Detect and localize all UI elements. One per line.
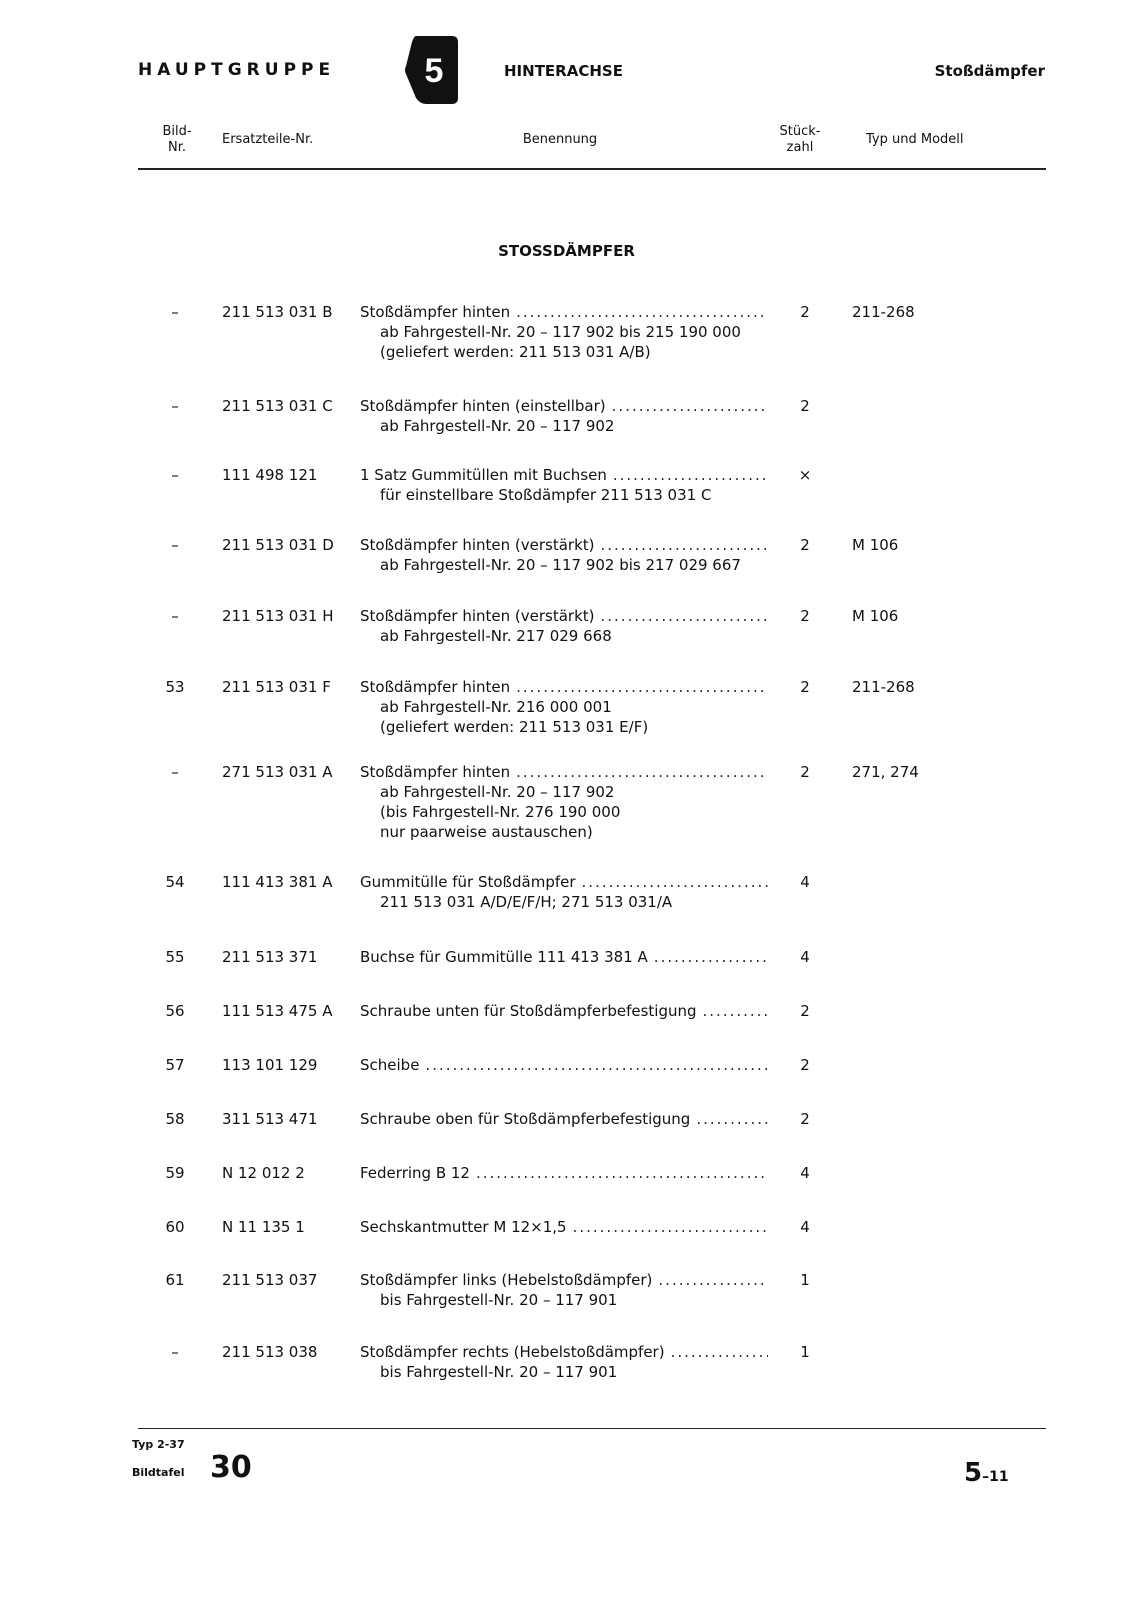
bild-nr: 61 [165,1271,185,1289]
footer-bildtafel-number: 30 [210,1450,252,1485]
dot-leader [425,1055,768,1075]
part-description [360,465,768,505]
col-header-bild-line1: Bild- [162,124,192,139]
bild-nr: – [171,607,179,625]
quantity: 2 [800,678,810,696]
part-note: (geliefert werden: 211 513 031 E/F) [380,718,649,736]
dot-leader [582,872,768,892]
bild-nr: 58 [165,1110,185,1128]
part-description [360,947,768,967]
section-title: HINTERACHSE [504,62,623,80]
part-name: Stoßdämpfer hinten (einstellbar) [360,397,606,415]
dot-leader [696,1109,768,1129]
part-name: Sechskantmutter M 12×1,5 [360,1218,567,1236]
dot-leader [516,302,768,322]
bild-nr: 55 [165,948,185,966]
group-number-text: 5 [424,52,444,90]
part-note: 211 513 031 A/D/E/F/H; 271 513 031/A [380,893,673,911]
part-description [360,1163,768,1183]
part-note: ab Fahrgestell-Nr. 20 – 117 902 [380,417,615,435]
bild-nr: 54 [165,873,185,891]
subject-title: Stoßdämpfer [934,62,1045,80]
dot-leader [612,396,768,416]
quantity: 2 [800,397,810,415]
part-name: Stoßdämpfer links (Hebelstoßdämpfer) [360,1271,653,1289]
dot-leader [601,535,769,555]
part-name: Stoßdämpfer hinten [360,678,511,696]
col-header-benennung: Benennung [522,132,598,147]
bild-nr: – [171,1343,179,1361]
part-number: 113 101 129 [222,1056,318,1074]
part-number: 211 513 037 [222,1271,318,1289]
part-note: ab Fahrgestell-Nr. 216 000 001 [380,698,612,716]
bild-nr: – [171,303,179,321]
col-header-stueck-line2: zahl [786,140,814,155]
bild-nr: 53 [165,678,185,696]
bild-nr: – [171,466,179,484]
page-number-main: 5 [964,1458,983,1488]
part-name: Buchse für Gummitülle 111 413 381 A [360,948,648,966]
part-name: Stoßdämpfer rechts (Hebelstoßdämpfer) [360,1343,665,1361]
group-number-badge [404,34,460,106]
quantity: 4 [800,1218,810,1236]
quantity: 1 [800,1271,810,1289]
part-name: Federring B 12 [360,1164,470,1182]
part-description [360,606,768,646]
type-model: M 106 [852,536,899,554]
dot-leader [601,606,769,626]
part-number: 111 498 121 [222,466,318,484]
col-header-typ-modell: Typ und Modell [866,132,964,147]
page-number [964,1458,1009,1488]
dot-leader [654,947,768,967]
dot-leader [476,1163,768,1183]
part-description [360,302,768,362]
part-name: Stoßdämpfer hinten (verstärkt) [360,536,595,554]
part-description [360,396,768,436]
dot-leader [658,1270,768,1290]
part-description [360,1342,768,1382]
part-name: Schraube unten für Stoßdämpferbefestigung [360,1002,697,1020]
quantity: 2 [800,303,810,321]
dot-leader [516,762,768,782]
col-header-bild-nr [152,124,202,156]
part-name: Scheibe [360,1056,420,1074]
header-rule [138,168,1046,170]
part-number: 111 413 381 A [222,873,333,891]
part-note: (geliefert werden: 211 513 031 A/B) [380,343,651,361]
dot-leader [613,465,768,485]
quantity: × [798,466,812,484]
dot-leader [573,1217,768,1237]
part-name: Stoßdämpfer hinten (verstärkt) [360,607,595,625]
part-name: 1 Satz Gummitüllen mit Buchsen [360,466,607,484]
quantity: 2 [800,607,810,625]
part-name: Gummitülle für Stoßdämpfer [360,873,576,891]
part-description [360,762,768,842]
dot-leader [516,677,768,697]
part-note: für einstellbare Stoßdämpfer 211 513 031 C [380,486,712,504]
hauptgruppe-label: HAUPTGRUPPE [138,60,336,80]
col-header-stueck-line1: Stück- [779,124,821,139]
part-number: 211 513 031 C [222,397,333,415]
bild-nr: – [171,397,179,415]
bild-nr: – [171,763,179,781]
bild-nr: 56 [165,1002,185,1020]
part-number: 211 513 031 H [222,607,334,625]
quantity: 2 [800,763,810,781]
quantity: 2 [800,1110,810,1128]
part-number: 211 513 038 [222,1343,318,1361]
type-model: 211-268 [852,303,915,321]
part-number: 271 513 031 A [222,763,333,781]
part-number: N 12 012 2 [222,1164,305,1182]
type-model: M 106 [852,607,899,625]
type-model: 271, 274 [852,763,919,781]
part-number: 111 513 475 A [222,1002,333,1020]
part-number: 211 513 031 F [222,678,331,696]
footer-rule [138,1428,1046,1429]
part-name: Schraube oben für Stoßdämpferbefestigung [360,1110,691,1128]
dot-leader [703,1001,768,1021]
bild-nr: 59 [165,1164,185,1182]
part-note: ab Fahrgestell-Nr. 20 – 117 902 bis 215 190 000 [380,323,741,341]
footer-bildtafel-label: Bildtafel [132,1466,185,1479]
part-note: (bis Fahrgestell-Nr. 276 190 000 [380,803,621,821]
footer-typ: Typ 2-37 [132,1438,185,1451]
part-note: ab Fahrgestell-Nr. 217 029 668 [380,627,612,645]
part-number: 211 513 031 B [222,303,333,321]
quantity: 4 [800,948,810,966]
part-number: 311 513 471 [222,1110,318,1128]
quantity: 2 [800,1002,810,1020]
part-description [360,1109,768,1129]
page-number-sub: –11 [982,1469,1009,1485]
quantity: 4 [800,873,810,891]
part-note: ab Fahrgestell-Nr. 20 – 117 902 [380,783,615,801]
col-header-ersatzteile: Ersatzteile-Nr. [222,132,314,147]
section-heading: STOSSDÄMPFER [498,242,635,260]
bild-nr: 57 [165,1056,185,1074]
bild-nr: – [171,536,179,554]
type-model: 211-268 [852,678,915,696]
part-number: 211 513 371 [222,948,318,966]
part-description [360,1217,768,1237]
bild-nr: 60 [165,1218,185,1236]
quantity: 1 [800,1343,810,1361]
part-description [360,677,768,737]
part-name: Stoßdämpfer hinten [360,303,511,321]
part-description [360,1001,768,1021]
quantity: 2 [800,536,810,554]
dot-leader [671,1342,768,1362]
part-description [360,1270,768,1310]
part-note: ab Fahrgestell-Nr. 20 – 117 902 bis 217 029 667 [380,556,741,574]
part-note: bis Fahrgestell-Nr. 20 – 117 901 [380,1291,618,1309]
part-description [360,1055,768,1075]
part-description [360,872,768,912]
part-description [360,535,768,575]
part-note: nur paarweise austauschen) [380,823,593,841]
part-note: bis Fahrgestell-Nr. 20 – 117 901 [380,1363,618,1381]
quantity: 2 [800,1056,810,1074]
part-number: N 11 135 1 [222,1218,305,1236]
part-number: 211 513 031 D [222,536,334,554]
part-name: Stoßdämpfer hinten [360,763,511,781]
col-header-bild-line2: Nr. [167,140,186,155]
quantity: 4 [800,1164,810,1182]
col-header-stueckzahl [770,124,830,156]
